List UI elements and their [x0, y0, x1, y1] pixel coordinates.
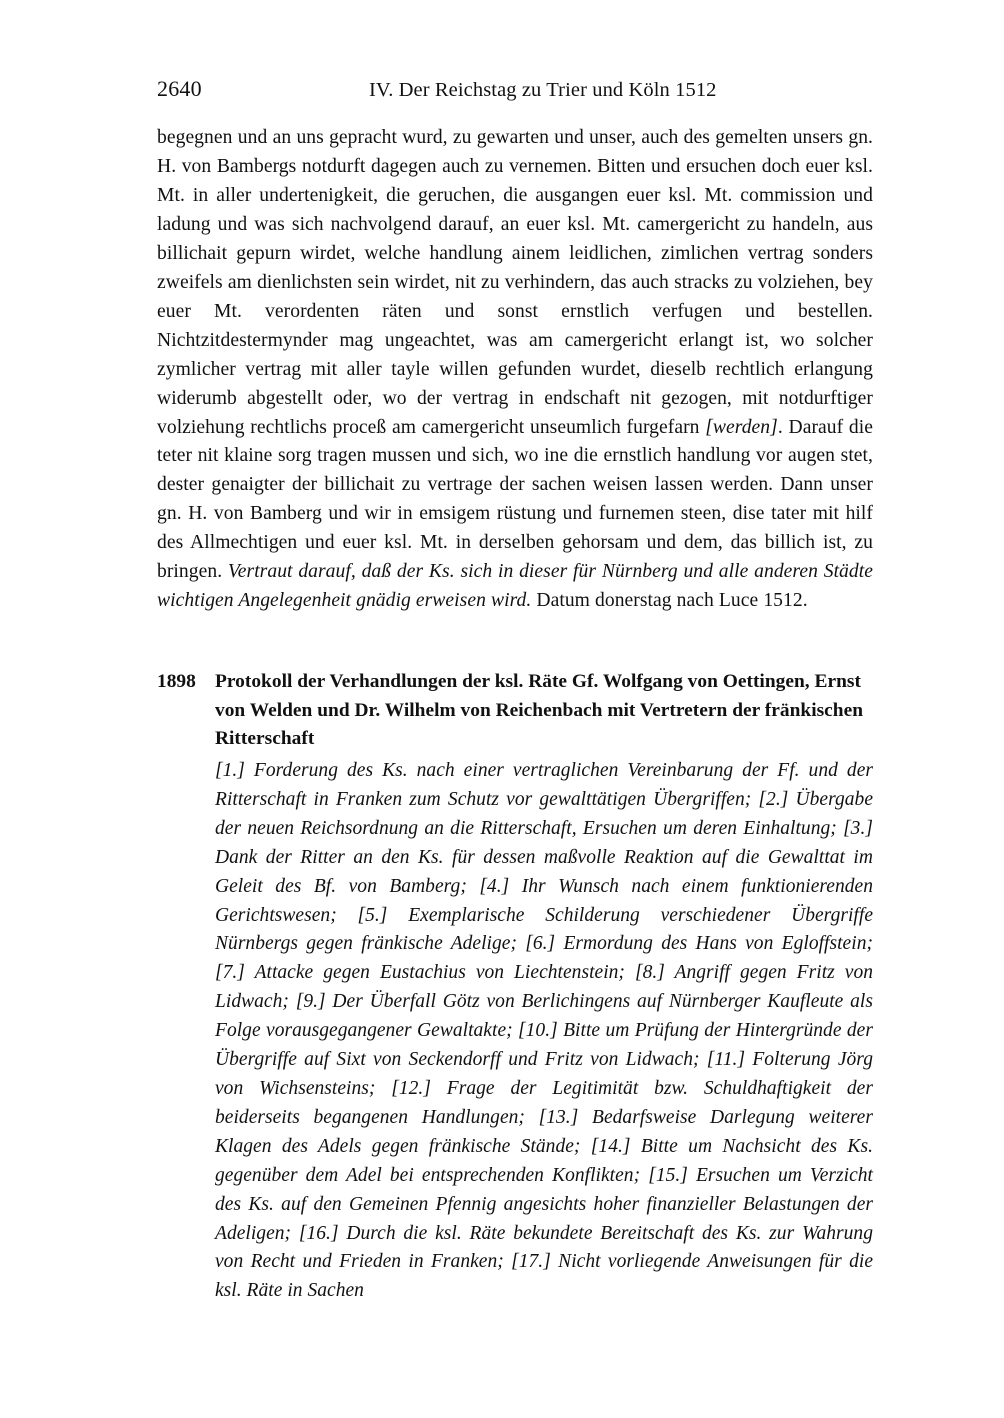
running-head-title: IV. Der Reichstag zu Trier und Köln 1512	[369, 79, 717, 101]
entry-heading-text: Protokoll der Verhandlungen der ksl. Räte Gf. Wolfgang von Oettingen, Ernst von Welden und Dr. Wilhelm von Reichenbach mit Vertretern der fränkischen Ritterschaft	[215, 671, 864, 750]
page-number: 2640	[157, 76, 202, 101]
document-entry	[157, 668, 873, 754]
body-text-part-3: Datum donerstag nach Luce 1512.	[531, 590, 808, 612]
body-paragraph	[157, 124, 873, 616]
body-summary-italic: Vertraut darauf, daß der Ks. sich in dieser für Nürnberg und alle anderen Städte wichtigen Angelegenheit gnädig erweisen wird.	[157, 561, 873, 612]
entry-regest: [1.] Forderung des Ks. nach einer vertraglichen Vereinbarung der Ff. und der Ritterschaft in Franken zum Schutz vor gewalttätigen Übergriffen; [2.] Übergabe der neuen Reichsordnung an die Ritterschaft, Ersuchen um deren Einhaltung; [3.] Dank der Ritter an den Ks. für dessen maßvolle Reaktion auf die Gewalttat im Geleit des Bf. von Bamberg; [4.] Ihr Wunsch nach einem funktionierenden Gerichtswesen; [5.] Exemplarische Schilderung verschiedener Übergriffe Nürnbergs gegen fränkische Adelige; [6.] Ermordung des Hans von Egloffstein; [7.] Attacke gegen Eustachius von Liechtenstein; [8.] Angriff gegen Fritz von Lidwach; [9.] Der Überfall Götz von Berlichingens auf Nürnberger Kaufleute als Folge vorausgegangener Gewaltakte; [10.] Bitte um Prüfung der Hintergründe der Übergriffe auf Sixt von Seckendorff und Fritz von Lidwach; [11.] Folterung Jörg von Wichsensteins; [12.] Frage der Legitimität bzw. Schuldhaftigkeit der beiderseits begangenen Handlungen; [13.] Bedarfsweise Darlegung weiterer Klagen des Adels gegen fränkische Stände; [14.] Bitte um Nachsicht des Ks. gegenüber dem Adel bei entsprechenden Konflikten; [15.] Ersuchen um Verzicht des Ks. auf den Gemeinen Pfennig angesichts hoher finanzieller Belastungen der Adeligen; [16.] Durch die ksl. Räte bekundete Bereitschaft des Ks. zur Wahrung von Recht und Frieden in Franken; [17.] Nicht vorliegende Anweisungen für die ksl. Räte in Sachen	[215, 760, 873, 1302]
entry-heading	[157, 668, 873, 754]
main-text-column	[157, 124, 873, 616]
body-text-part-1: begegnen und an uns gepracht wurd, zu gewarten und unser, auch des gemelten unsers gn. H. von Bambergs notdurft dagegen auch zu vernemen. Bitten und ersuchen doch euer ksl. Mt. in aller undertenigkeit, die geruchen, die ausgangen euer ksl. Mt. commission und ladung und was sich nachvolgend darauf, an euer ksl. Mt. camergericht zu handeln, aus billichait gepurn wirdet, welche handlung ainem leidlichen, zimlichen vertrag sonders zweifels am dienlichsten sein wirdet, nit zu verhindern, das auch stracks zu volziehen, bey euer Mt. verordenten räten und sonst ernstlich verfugen und bestellen. Nichtzitdestermynder mag ungeachtet, was am camergericht erlangt ist, wo solcher zymlicher vertrag mit aller tayle willen gefunden wurdet, dieselb rechtlich erlangung widerumb abgestellt oder, wo der vertrag in endschaft nit gezogen, mit notdurftiger volziehung rechtlichs proceß am camergericht unseumlich furgefarn	[157, 127, 873, 438]
entry-number: 1898	[157, 671, 196, 692]
running-head	[157, 74, 872, 104]
body-text-part-2: . Darauf die teter nit klaine sorg tragen mussen und sich, wo ine die ernstlich handlung vor augen stet, dester genaigter der billichait zu vertrage der sachen weisen lassen werden. Dann unser gn. H. von Bamberg und wir in emsigem rüstung und furnemen steen, dise tater mit hilf des Allmechtigen und euer ksl. Mt. in derselben gehorsam und dem, das billich ist, zu bringen.	[157, 416, 873, 583]
editorial-insertion: [werden]	[705, 416, 778, 438]
